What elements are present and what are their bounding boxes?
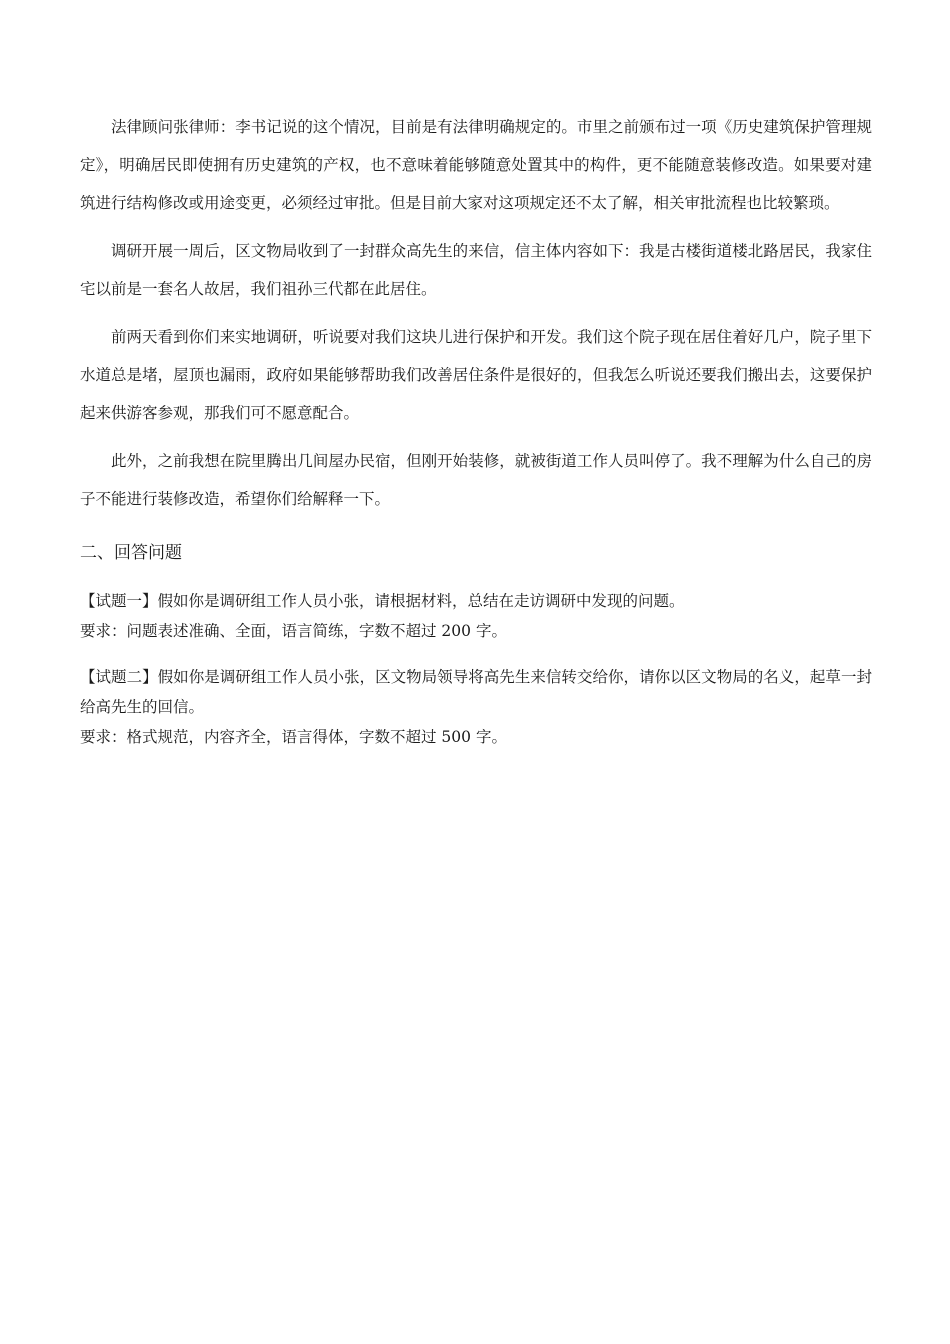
question-2-text: 假如你是调研组工作人员小张，区文物局领导将高先生来信转交给你，请你以区文物局的名义，起草一封给高先生的回信。 xyxy=(80,668,872,716)
paragraph-letter-intro: 调研开展一周后，区文物局收到了一封群众高先生的来信，信主体内容如下：我是古楼街道楼北路居民，我家住宅以前是一套名人故居，我们祖孙三代都在此居住。 xyxy=(80,242,872,298)
paragraph-lawyer-statement: 法律顾问张律师：李书记说的这个情况，目前是有法律明确规定的。市里之前颁布过一项《历史建筑保护管理规定》，明确居民即使拥有历史建筑的产权，也不意味着能够随意处置其中的构件，更不能随意装修改造。如果要对建筑进行结构修改或用途变更，必须经过审批。但是目前大家对这项规定还不太了解，相关审批流程也比较繁琐。 xyxy=(80,118,872,212)
document-page xyxy=(80,108,872,768)
question-2 xyxy=(80,662,872,752)
question-1-text: 假如你是调研组工作人员小张，请根据材料，总结在走访调研中发现的问题。 xyxy=(157,592,685,610)
question-1-label: 【试题一】 xyxy=(80,592,158,610)
paragraph-letter-renovation: 此外，之前我想在院里腾出几间屋办民宿，但刚开始装修，就被街道工作人员叫停了。我不理解为什么自己的房子不能进行装修改造，希望你们给解释一下。 xyxy=(80,452,872,508)
question-2-requirement: 要求：格式规范，内容齐全，语言得体，字数不超过 500 字。 xyxy=(80,728,507,746)
question-1-requirement: 要求：问题表述准确、全面，语言简练，字数不超过 200 字。 xyxy=(80,622,507,640)
section-heading: 二、回答问题 xyxy=(80,543,182,563)
paragraph-letter-body: 前两天看到你们来实地调研，听说要对我们这块儿进行保护和开发。我们这个院子现在居住着好几户，院子里下水道总是堵，屋顶也漏雨，政府如果能够帮助我们改善居住条件是很好的，但我怎么听说还要我们搬出去，这要保护起来供游客参观，那我们可不愿意配合。 xyxy=(80,328,872,422)
question-2-label: 【试题二】 xyxy=(80,668,158,686)
question-1 xyxy=(80,586,872,646)
